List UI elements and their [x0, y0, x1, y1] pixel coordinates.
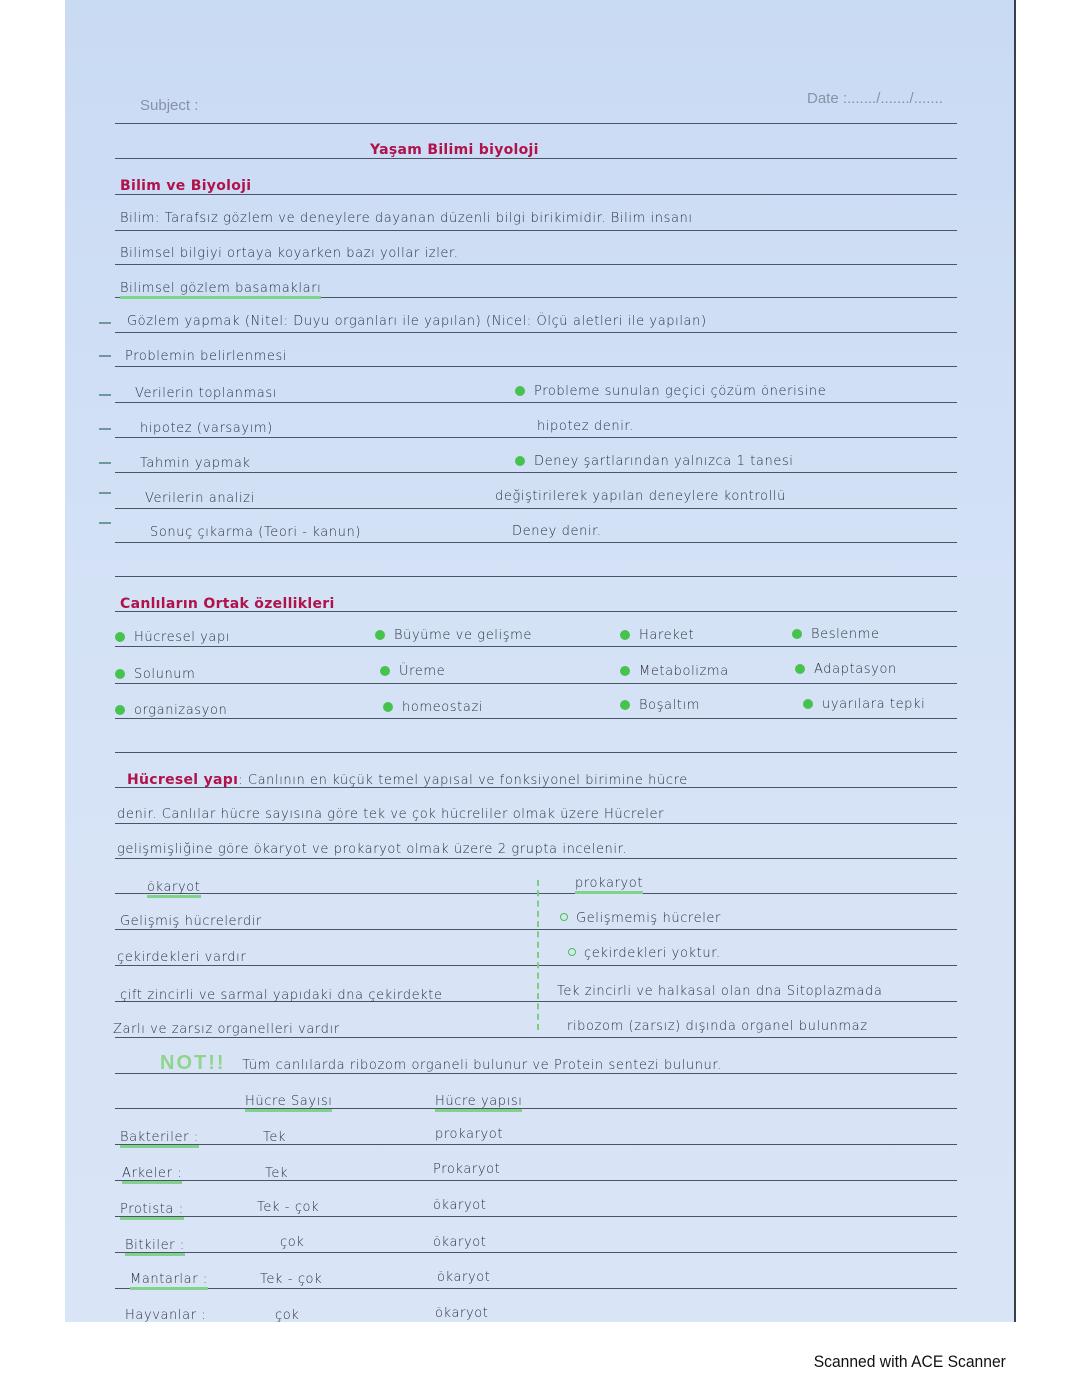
- notebook-page: [65, 0, 1016, 1322]
- section-heading-canlilar: Canlıların Ortak özellikleri: [120, 596, 335, 612]
- property-item: Büyüme ve gelişme: [375, 628, 532, 643]
- table-row-type: Prokaryot: [433, 1162, 501, 1177]
- ruled-line: [115, 858, 957, 859]
- property-item: homeostazi: [383, 700, 483, 715]
- text-line: Bilimsel bilgiyi ortaya koyarken bazı yollar izler.: [120, 246, 459, 261]
- definition-hipotez: Probleme sunulan geçici çözüm önerisine: [515, 384, 826, 399]
- ruled-line: [115, 823, 957, 824]
- ruled-line: [115, 752, 957, 753]
- table-row-name: Mantarlar :: [130, 1272, 208, 1287]
- bullet-dot-icon: [115, 705, 125, 715]
- term-hucresel-yapi: Hücresel yapı: [127, 772, 239, 788]
- property-item: Boşaltım: [620, 698, 700, 713]
- eukaryote-heading: ökaryot: [147, 880, 201, 895]
- page-title: Yaşam Bilimi biyoloji: [370, 142, 539, 158]
- prokaryote-heading: prokaryot: [575, 876, 643, 891]
- table-row-count: çok: [275, 1308, 300, 1322]
- dash-marker: [99, 322, 111, 324]
- eukaryote-item: çekirdekleri vardır: [117, 950, 247, 965]
- table-row-type: ökaryot: [433, 1198, 487, 1213]
- ruled-line: [115, 264, 957, 265]
- step-item: Gözlem yapmak (Nitel: Duyu organları ile yapılan) (Nicel: Ölçü aletleri ile yapılan): [127, 314, 707, 329]
- date-label: Date :......./......./.......: [807, 90, 943, 107]
- ruled-line: [115, 508, 957, 509]
- step-item: Sonuç çıkarma (Teori - kanun): [150, 525, 361, 540]
- table-header-count: Hücre Sayısı: [245, 1094, 332, 1109]
- dash-marker: [99, 428, 111, 430]
- ruled-line: [115, 472, 957, 473]
- bullet-dot-icon: [795, 664, 805, 674]
- property-item: Solunum: [115, 667, 195, 682]
- property-item: Adaptasyon: [795, 662, 897, 677]
- ruled-line: [115, 718, 957, 719]
- bullet-circle-icon: [560, 913, 568, 921]
- definition-hipotez-cont: hipotez denir.: [537, 419, 634, 434]
- dash-marker: [99, 394, 111, 396]
- dash-marker: [99, 462, 111, 464]
- ruled-line: [115, 1037, 957, 1038]
- ruled-line: [115, 1288, 957, 1289]
- text-line: Bilim: Tarafsız gözlem ve deneylere dayanan düzenli bilgi birikimidir. Bilim insanı: [120, 211, 693, 226]
- dash-marker: [99, 522, 111, 524]
- table-row-count: Tek - çok: [260, 1272, 323, 1287]
- bullet-dot-icon: [515, 456, 525, 466]
- steps-heading: [120, 281, 321, 296]
- table-header-type: Hücre yapısı: [435, 1094, 522, 1109]
- section-heading-bilim: Bilim ve Biyoloji: [120, 178, 252, 194]
- text-line: gelişmişliğine göre ökaryot ve prokaryot olmak üzere 2 grupta incelenir.: [117, 842, 628, 857]
- prokaryote-item: Tek zincirli ve halkasal olan dna Sitoplazmada: [557, 984, 883, 999]
- table-row-count: Tek: [263, 1130, 287, 1145]
- bullet-dot-icon: [375, 630, 385, 640]
- bullet-dot-icon: [620, 700, 630, 710]
- table-row-name: Protista :: [120, 1202, 184, 1217]
- ruled-line: [115, 929, 957, 930]
- table-row-count: Tek: [265, 1166, 289, 1181]
- steps-heading-text: Bilimsel gözlem basamakları: [120, 281, 321, 299]
- bullet-dot-icon: [115, 632, 125, 642]
- ruled-line: [115, 542, 957, 543]
- table-row-type: prokaryot: [435, 1127, 504, 1142]
- ruled-line: [115, 1216, 957, 1217]
- property-item: Hareket: [620, 628, 694, 643]
- property-item: Üreme: [380, 664, 445, 679]
- note-label: NOT!!: [160, 1052, 226, 1074]
- table-row-count: çok: [280, 1235, 305, 1250]
- ruled-line: [115, 893, 957, 894]
- dash-marker: [99, 492, 111, 494]
- table-row-type: ökaryot: [435, 1306, 489, 1321]
- prokaryote-item: Gelişmemiş hücreler: [560, 911, 721, 926]
- definition-deney: Deney şartlarından yalnızca 1 tanesi: [515, 454, 794, 469]
- ruled-line: [115, 1252, 957, 1253]
- ruled-line: [115, 332, 957, 333]
- ruled-line: [115, 683, 957, 684]
- bullet-dot-icon: [620, 630, 630, 640]
- ruled-line: [115, 123, 957, 124]
- ruled-line: [115, 1108, 957, 1109]
- step-item: hipotez (varsayım): [140, 421, 273, 436]
- prokaryote-item: çekirdekleri yoktur.: [568, 946, 721, 961]
- table-row-type: ökaryot: [437, 1270, 491, 1285]
- table-row-name: Bakteriler :: [120, 1130, 199, 1145]
- step-item: Verilerin toplanması: [135, 386, 277, 401]
- eukaryote-item: Gelişmiş hücrelerdir: [120, 914, 262, 929]
- note-line: NOT!! Tüm canlılarda ribozom organeli bulunur ve Protein sentezi bulunur.: [160, 1052, 722, 1074]
- table-row-count: Tek - çok: [257, 1200, 320, 1215]
- table-row-type: ökaryot: [433, 1235, 487, 1250]
- definition-deney-cont: Deney denir.: [512, 524, 602, 539]
- column-divider: [537, 880, 539, 1030]
- ruled-line: [115, 437, 957, 438]
- scanner-watermark: Scanned with ACE Scanner: [813, 1352, 1006, 1371]
- ruled-line: [115, 646, 957, 647]
- bullet-dot-icon: [515, 386, 525, 396]
- property-item: Beslenme: [792, 627, 880, 642]
- bullet-dot-icon: [803, 699, 813, 709]
- bullet-dot-icon: [115, 669, 125, 679]
- eukaryote-item: çift zincirli ve sarmal yapıdaki dna çekirdekte: [120, 988, 443, 1003]
- prokaryote-item: ribozom (zarsız) dışında organel bulunmaz: [567, 1019, 868, 1034]
- ruled-line: [115, 158, 957, 159]
- ruled-line: [115, 230, 957, 231]
- bullet-dot-icon: [620, 666, 630, 676]
- ruled-line: [115, 576, 957, 577]
- definition-deney-cont: değiştirilerek yapılan deneylere kontrollü: [495, 489, 786, 504]
- bullet-circle-icon: [568, 948, 576, 956]
- ruled-line: [115, 194, 957, 195]
- ruled-line: [115, 965, 957, 966]
- property-item: uyarılara tepki: [803, 697, 925, 712]
- ruled-line: [115, 402, 957, 403]
- ruled-line: [115, 1144, 957, 1145]
- table-row-name: Hayvanlar :: [125, 1308, 207, 1322]
- text-line: denir. Canlılar hücre sayısına göre tek ve çok hücreliler olmak üzere Hücreler: [117, 807, 665, 822]
- property-item: Hücresel yapı: [115, 630, 230, 645]
- ruled-line: [115, 1180, 957, 1181]
- step-item: Tahmin yapmak: [140, 456, 251, 471]
- eukaryote-item: Zarlı ve zarsız organelleri vardır: [113, 1022, 340, 1037]
- dash-marker: [99, 355, 111, 357]
- subject-label: Subject :: [140, 97, 199, 114]
- bullet-dot-icon: [383, 702, 393, 712]
- table-row-name: Arkeler :: [122, 1166, 182, 1181]
- property-item: organizasyon: [115, 703, 227, 718]
- bullet-dot-icon: [792, 629, 802, 639]
- bullet-dot-icon: [380, 666, 390, 676]
- step-item: Verilerin analizi: [145, 491, 255, 506]
- cell-structure-line: Hücresel yapı: Canlının en küçük temel yapısal ve fonksiyonel birimine hücre: [127, 772, 688, 788]
- table-row-name: Bitkiler :: [125, 1238, 185, 1253]
- step-item: Problemin belirlenmesi: [125, 349, 288, 364]
- ruled-line: [115, 366, 957, 367]
- property-item: Metabolizma: [620, 664, 729, 679]
